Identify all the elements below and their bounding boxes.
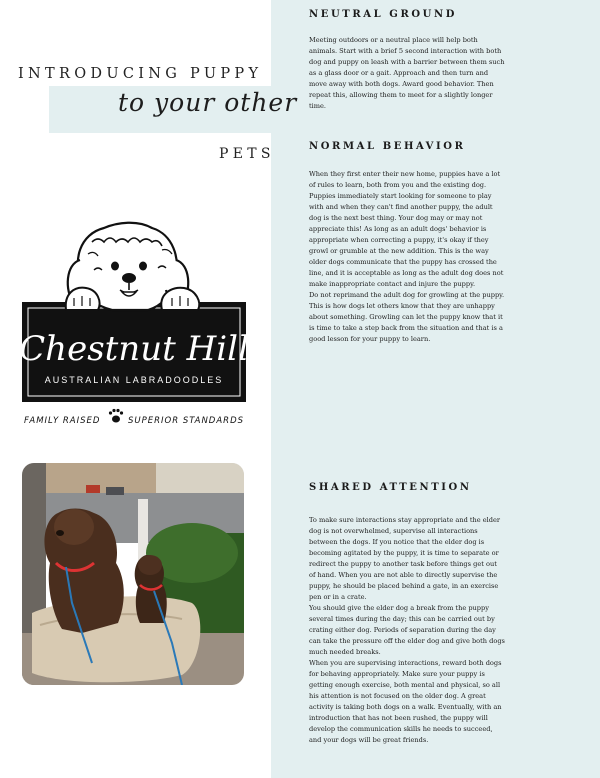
paragraph: When you are supervising interactions, reward both dogs for behaving appropriately. Make sure your puppy is getting enough exercise, both mental and physical, so all his attention is not focused on the older dog. A great activity is taking both dogs on a walk. Eventually, with an introduction that has not been rushed, the puppy will develop the communication skills he needs to succeed, and your dogs will be great friends.: [309, 659, 502, 744]
section-body-neutral-ground: [309, 35, 505, 112]
dog-illustration-icon: [66, 223, 199, 310]
page-title-line1: INTRODUCING PUPPY: [18, 66, 263, 82]
logo-subtitle: AUSTRALIAN LABRADOODLES: [44, 375, 224, 385]
logo-name: Chestnut Hill: [22, 329, 248, 369]
page-title-line3: PETS: [219, 146, 275, 162]
paragraph: Do not reprimand the adult dog for growling at the puppy. This is how dogs let others know that they are unhappy about something. Growling can let the puppy know that it is time to take a step back from the situation and that is a good lesson for your puppy to learn.: [309, 291, 505, 343]
paragraph: To make sure interactions stay appropriate and the elder dog is not overwhelmed, supervise all interactions between the dogs. If you notice that the elder dog is becoming agitated by the puppy, it is time to separate or redirect the puppy to another task before things get out of hand. When you are not able to directly supervise the puppy, he should be placed behind a gate, in an exercise pen or in a crate.: [309, 516, 501, 601]
section-title-shared-attention: SHARED ATTENTION: [309, 482, 472, 493]
paragraph: When they first enter their new home, puppies have a lot of rules to learn, both from you and the existing dog. Puppies immediately start looking for someone to play with and when they can't find another puppy, the adult dog is the next best thing. Your dog may or may not appreciate this! As long as an adult dogs' behavior is appropriate when correcting a puppy, it's okay if they growl or grumble at the new addition. This is the way older dogs communicate that the puppy has crossed the line, and it is acceptable as long as the adult dog does not make inappropriate contact and injure the puppy.: [309, 170, 504, 288]
section-title-neutral-ground: NEUTRAL GROUND: [309, 9, 458, 20]
dogs-photo: [22, 463, 244, 685]
paw-print-icon: [109, 409, 123, 423]
page-title-script: to your other: [118, 88, 298, 117]
paragraph: Meeting outdoors or a neutral place will help both animals. Start with a brief 5 second interaction with both dog and puppy on leash with a barrier between them such as a glass door or a gait. Approach and then turn and move away with both dogs. Award good behavior. Then repeat this, allowing them to meet for a slightly longer time.: [309, 36, 505, 110]
logo-tagline-left: FAMILY RAISED: [24, 416, 101, 426]
logo-graphic: [22, 220, 248, 430]
section-body-shared-attention: [309, 515, 505, 746]
chestnut-hill-logo: [22, 220, 248, 430]
paragraph: You should give the elder dog a break from the puppy several times during the day; this can be carried out by crating either dog. Periods of separation during the day can take the pressure off the elder dog and give both dogs much needed breaks.: [309, 604, 505, 656]
logo-tagline-right: SUPERIOR STANDARDS: [128, 416, 245, 426]
dogs-photo-illustration: [22, 463, 244, 685]
section-title-normal-behavior: NORMAL BEHAVIOR: [309, 141, 466, 152]
section-body-normal-behavior: [309, 169, 505, 345]
